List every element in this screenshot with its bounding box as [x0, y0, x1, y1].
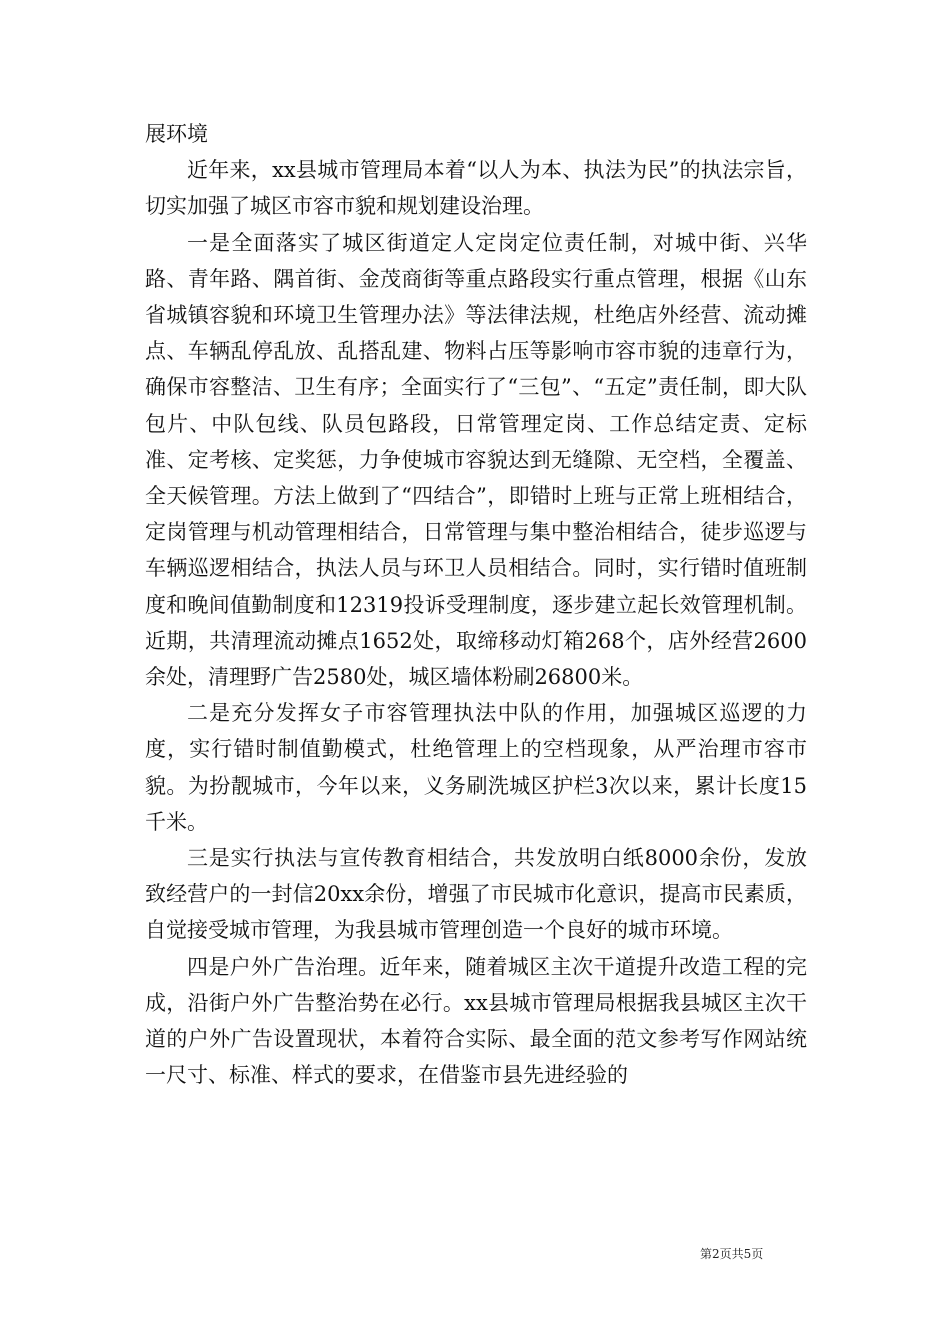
page-number: 第2页共5页	[700, 1247, 764, 1261]
paragraph-intro: 近年来，xx县城市管理局本着“以人为本、执法为民”的执法宗旨，切实加强了城区市容市貌和规划建设治理。	[145, 158, 807, 219]
paragraph-continuation: 展环境	[145, 122, 208, 146]
paragraph-point-three: 三是实行执法与宣传教育相结合，共发放明白纸8000余份，发放致经营户的一封信20xx余份，增强了市民城市化意识，提高市民素质，自觉接受城市管理，为我县城市管理创造一个良好的城市环境。	[145, 846, 807, 943]
paragraph-point-four: 四是户外广告治理。近年来，随着城区主次干道提升改造工程的完成，沿街户外广告整治势在必行。xx县城市管理局根据我县城区主次干道的户外广告设置现状，本着符合实际、最全面的范文参考写作网站统一尺寸、标准、样式的要求，在借鉴市县先进经验的	[145, 954, 807, 1088]
paragraph-point-one: 一是全面落实了城区街道定人定岗定位责任制，对城中街、兴华路、青年路、隅首街、金茂商街等重点路段实行重点管理，根据《山东省城镇容貌和环境卫生管理办法》等法律法规，杜绝店外经营、流动摊点、车辆乱停乱放、乱搭乱建、物料占压等影响市容市貌的违章行为，确保市容整洁、卫生有序；全面实行了“三包”、“五定”责任制，即大队包片、中队包线、队员包路段，日常管理定岗、工作总结定责、定标准、定考核、定奖惩，力争使城市容貌达到无缝隙、无空档，全覆盖、全天候管理。方法上做到了“四结合”，即错时上班与正常上班相结合，定岗管理与机动管理相结合，日常管理与集中整治相结合，徒步巡逻与车辆巡逻相结合，执法人员与环卫人员相结合。同时，实行错时值班制度和晚间值勤制度和12319投诉受理制度，逐步建立起长效管理机制。近期，共清理流动摊点1652处，取缔移动灯箱268个，店外经营2600余处，清理野广告2580处，城区墙体粉刷26800米。	[145, 230, 807, 690]
document-body	[145, 116, 807, 1093]
paragraph-point-two: 二是充分发挥女子市容管理执法中队的作用，加强城区巡逻的力度，实行错时制值勤模式，杜绝管理上的空档现象，从严治理市容市貌。为扮靓城市，今年以来，义务刷洗城区护栏3次以来，累计长度15千米。	[145, 701, 807, 834]
